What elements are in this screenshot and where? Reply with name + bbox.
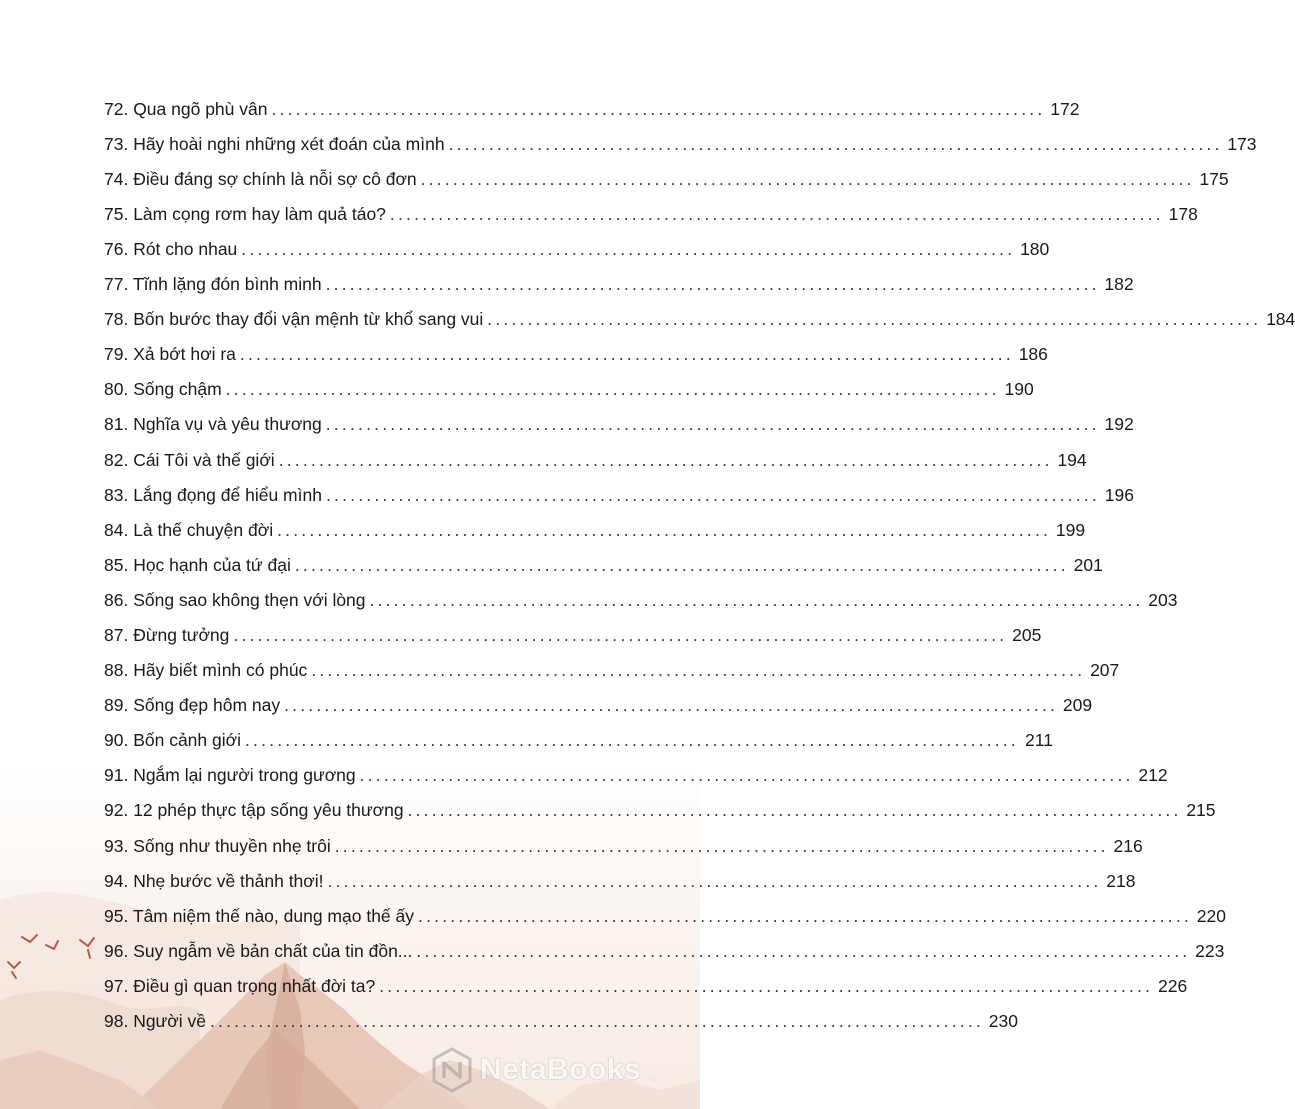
toc-entry-page: 178 [1168, 203, 1198, 224]
toc-entry-page: 175 [1199, 168, 1229, 189]
toc-dot-leader: ................................................................................................ [325, 274, 1100, 295]
toc-entry [104, 646, 1120, 681]
toc-entry-page: 223 [1195, 940, 1225, 961]
table-of-contents [104, 84, 1295, 1032]
watermark-suffix: .vn [642, 1070, 659, 1084]
toc-entry [104, 961, 1188, 996]
toc-entry-page: 182 [1104, 274, 1134, 295]
toc-dot-leader: ................................................................................................ [359, 765, 1134, 786]
toc-dot-leader: ................................................................................................ [233, 625, 1008, 645]
toc-dot-leader: ................................................................................................ [294, 554, 1069, 575]
toc-entry [104, 540, 1103, 575]
toc-entry-page: 230 [988, 1011, 1018, 1032]
toc-entry-page: 226 [1158, 975, 1188, 996]
toc-entry-page: 180 [1020, 238, 1050, 259]
toc-entry-page: 212 [1138, 765, 1168, 786]
toc-dot-leader: ................................................................................................ [225, 379, 1000, 400]
toc-entry-page: 190 [1004, 379, 1034, 400]
toc-entry [104, 610, 1042, 645]
toc-entry-title: 95. Tâm niệm thế nào, dung mạo thế ấy [104, 905, 415, 926]
toc-entry-page: 218 [1106, 870, 1136, 891]
toc-dot-leader: ................................................................................................ [369, 589, 1144, 610]
toc-entry-title: 88. Hãy biết mình có phúc [104, 660, 308, 681]
toc-dot-leader: ................................................................................................ [487, 309, 1262, 330]
toc-dot-leader: ................................................................................................ [379, 975, 1154, 996]
toc-entry-title: 74. Điều đáng sợ chính là nỗi sợ cô đơn [104, 168, 417, 189]
toc-entry-title: 75. Làm cọng rơm hay làm quả táo? [104, 203, 386, 224]
toc-entry-title: 86. Sống sao không thẹn với lòng [104, 589, 366, 610]
watermark-brand: NetaBooks [480, 1053, 642, 1086]
toc-entry-page: 199 [1055, 519, 1086, 540]
toc-entry [104, 224, 1050, 259]
netabooks-logo-icon [430, 1046, 474, 1094]
toc-entry [104, 786, 1216, 821]
toc-entry [104, 856, 1136, 891]
toc-entry-title: 98. Người về [104, 1011, 206, 1032]
toc-dot-leader: ................................................................................................ [241, 238, 1016, 259]
toc-entry-title: 79. Xả bớt hơi ra [104, 344, 236, 365]
toc-entry [104, 295, 1295, 330]
toc-entry-page: 216 [1113, 835, 1143, 856]
toc-entry-page: 220 [1196, 905, 1226, 926]
toc-entry-page: 215 [1186, 800, 1216, 821]
toc-entry [104, 575, 1178, 610]
toc-entry-title: 83. Lắng đọng để hiểu mình [104, 484, 322, 505]
toc-dot-leader: ................................................................................................ [271, 98, 1046, 119]
toc-entry [104, 84, 1080, 119]
toc-entry-page: 201 [1073, 554, 1103, 575]
toc-entry-title: 84. Là thế chuyện đời [104, 519, 274, 540]
toc-entry-page: 192 [1104, 414, 1134, 435]
toc-entry-title: 82. Cái Tôi và thế giới [104, 449, 275, 470]
toc-dot-leader: ................................................................................................ [418, 905, 1192, 926]
toc-entry-title: 78. Bốn bước thay đổi vận mệnh từ khổ sang vui [104, 309, 484, 330]
netabooks-watermark [430, 1046, 692, 1094]
toc-entry [104, 435, 1087, 470]
toc-entry-page: 173 [1227, 133, 1257, 154]
toc-entry-page: 209 [1062, 695, 1093, 716]
toc-dot-leader: ................................................................................................ [416, 940, 1191, 961]
toc-dot-leader: ................................................................................................ [244, 730, 1019, 751]
toc-entry [104, 330, 1048, 365]
toc-entry [104, 821, 1143, 856]
toc-entry-page: 205 [1012, 625, 1042, 645]
toc-entry [104, 470, 1134, 505]
toc-dot-leader: ................................................................................................ [325, 414, 1100, 435]
toc-entry-title: 94. Nhẹ bước về thảnh thơi! [104, 870, 324, 891]
toc-dot-leader: ................................................................................................ [278, 449, 1053, 470]
toc-entry-title: 90. Bốn cảnh giới [104, 730, 241, 751]
toc-entry [104, 400, 1134, 435]
toc-entry-title: 85. Học hạnh của tứ đại [104, 554, 291, 575]
toc-entry-title: 80. Sống chậm [104, 379, 222, 400]
toc-dot-leader: ................................................................................................ [327, 870, 1102, 891]
toc-dot-leader: ................................................................................................ [239, 344, 1014, 365]
toc-entry-page: 186 [1018, 344, 1048, 365]
toc-entry-title: 89. Sống đẹp hôm nay [104, 695, 281, 716]
toc-entry-page: 196 [1104, 484, 1134, 505]
toc-entry [104, 681, 1093, 716]
toc-dot-leader: ................................................................................................ [389, 203, 1164, 224]
toc-dot-leader: ................................................................................................ [325, 484, 1100, 505]
toc-entry-title: 97. Điều gì quan trọng nhất đời ta? [104, 975, 376, 996]
toc-dot-leader: ................................................................................................ [407, 800, 1182, 821]
toc-dot-leader: ................................................................................................ [334, 835, 1109, 856]
toc-entry [104, 365, 1034, 400]
toc-dot-leader: ................................................................................................ [277, 519, 1052, 540]
toc-entry-title: 73. Hãy hoài nghi những xét đoán của mình [104, 133, 445, 154]
toc-entry-title: 72. Qua ngõ phù vân [104, 98, 268, 119]
toc-entry-title: 87. Đừng tưởng [104, 625, 230, 645]
toc-entry [104, 926, 1225, 961]
toc-entry [104, 996, 1018, 1032]
toc-entry [104, 189, 1198, 224]
toc-dot-leader: ................................................................................................ [209, 1011, 984, 1032]
toc-entry-page: 211 [1025, 730, 1053, 751]
toc-entry-title: 81. Nghĩa vụ và yêu thương [104, 414, 322, 435]
toc-entry-page: 194 [1057, 449, 1087, 470]
toc-entry-page: 203 [1148, 589, 1178, 610]
toc-entry [104, 751, 1168, 786]
toc-entry-title: 91. Ngắm lại người trong gương [104, 765, 356, 786]
toc-entry [104, 716, 1053, 751]
toc-entry-title: 77. Tĩnh lặng đón bình minh [104, 274, 322, 295]
toc-dot-leader: ................................................................................................ [448, 133, 1223, 154]
toc-entry-title: 96. Suy ngẫm về bản chất của tin đồn... [104, 940, 413, 961]
toc-entry [104, 259, 1134, 295]
toc-entry-title: 93. Sống như thuyền nhẹ trôi [104, 835, 331, 856]
toc-entry-title: 76. Rót cho nhau [104, 238, 238, 259]
toc-entry-page: 207 [1090, 660, 1120, 681]
toc-entry-page: 172 [1050, 98, 1080, 119]
toc-entry-title: 92. 12 phép thực tập sống yêu thương [104, 800, 404, 821]
toc-entry [104, 154, 1229, 189]
toc-entry [104, 505, 1086, 540]
toc-dot-leader: ................................................................................................ [284, 695, 1059, 716]
toc-entry [104, 119, 1257, 154]
toc-entry-page: 184 [1266, 309, 1295, 330]
toc-dot-leader: ................................................................................................ [311, 660, 1086, 681]
toc-entry [104, 891, 1226, 926]
toc-dot-leader: ................................................................................................ [420, 168, 1195, 189]
